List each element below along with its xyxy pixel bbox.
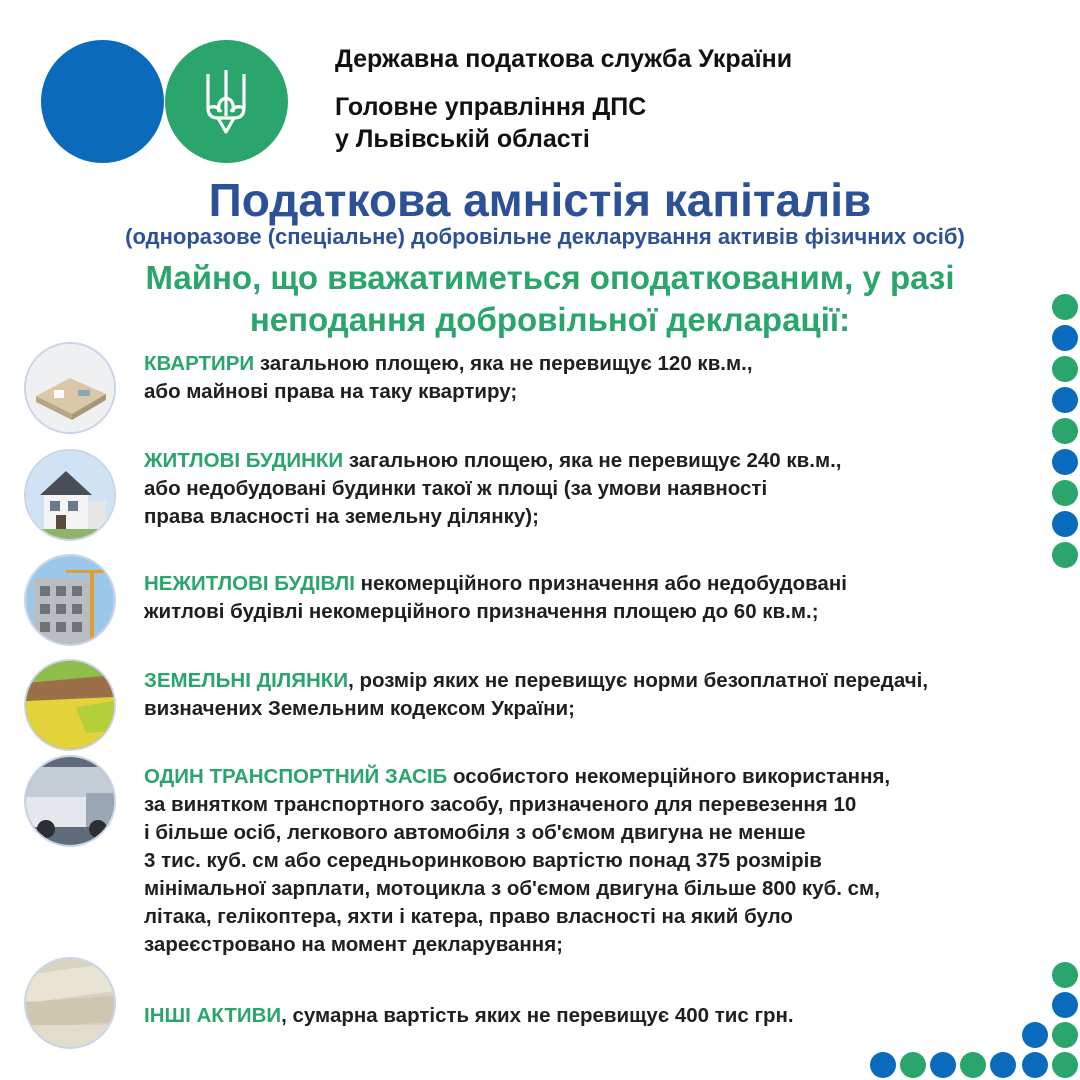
dot xyxy=(1052,992,1078,1018)
item-text-part: загальною площею, яка не перевищує 240 кв.м., xyxy=(343,449,842,472)
dot xyxy=(1052,511,1078,537)
money-icon xyxy=(24,957,116,1049)
section-title-line-2: неподання добровільної декларації: xyxy=(249,301,851,338)
building-icon xyxy=(24,554,116,646)
apartment-icon xyxy=(24,342,116,434)
dot xyxy=(870,1052,896,1078)
item-line: зареєстровано на момент декларування; xyxy=(144,933,563,956)
dot xyxy=(1052,325,1078,351)
department-line-1: Головне управління ДПС xyxy=(335,93,647,121)
item-keyword: ІНШІ АКТИВИ xyxy=(144,1004,282,1027)
item-line: визначених Земельним кодексом України; xyxy=(144,697,575,720)
item-text-part: , розмір яких не перевищує норми безоплатної передачі, xyxy=(348,669,929,692)
page-subtitle: (одноразове (спеціальне) добровільне декларування активів фізичних осіб) xyxy=(125,224,965,249)
house-icon xyxy=(24,449,116,541)
item-line: або недобудовані будинки такої ж площі (за умови наявності xyxy=(144,477,768,500)
item-line xyxy=(144,350,753,378)
item-text-part: , сумарна вартість яких не перевищує 400 тис грн. xyxy=(281,1004,794,1027)
item-line: літака, гелікоптера, яхти і катера, право власності на який було xyxy=(144,905,793,928)
item-line: права власності на земельну ділянку); xyxy=(144,505,539,528)
section-title xyxy=(0,257,1080,341)
dot xyxy=(1052,294,1078,320)
dot xyxy=(1052,962,1078,988)
dot xyxy=(900,1052,926,1078)
item-apartments xyxy=(144,350,753,406)
item-line xyxy=(144,447,842,475)
item-line: мінімальної зарплати, мотоцикла з об'ємом двигуна більше 800 куб. см, xyxy=(144,877,880,900)
dot xyxy=(990,1052,1016,1078)
item-text-part: особистого некомерційного використання, xyxy=(447,765,891,788)
dot xyxy=(960,1052,986,1078)
item-houses xyxy=(144,447,842,531)
land-icon xyxy=(24,659,116,751)
department-line-2: у Львівській області xyxy=(335,125,590,153)
item-land-plots xyxy=(144,667,928,723)
logo-green-circle xyxy=(165,40,288,163)
item-keyword: ЗЕМЕЛЬНІ ДІЛЯНКИ xyxy=(144,669,349,692)
dot xyxy=(1052,1052,1078,1078)
item-keyword: НЕЖИТЛОВІ БУДІВЛІ xyxy=(144,572,355,595)
car-icon xyxy=(24,755,116,847)
item-line: за винятком транспортного засобу, призначеного для перевезення 10 xyxy=(144,793,857,816)
dot xyxy=(1052,542,1078,568)
item-line: житлові будівлі некомерційного призначення площею до 60 кв.м.; xyxy=(144,600,819,623)
logo-blue-circle xyxy=(41,40,164,163)
dot xyxy=(930,1052,956,1078)
item-vehicle xyxy=(144,763,890,959)
page-title: Податкова амністія капіталів xyxy=(208,174,872,226)
item-keyword: ОДИН ТРАНСПОРТНИЙ ЗАСІБ xyxy=(144,765,448,788)
dot xyxy=(1022,1022,1048,1048)
item-line: і більше осіб, легкового автомобіля з об'ємом двигуна не менше xyxy=(144,821,806,844)
item-nonresidential-buildings xyxy=(144,570,847,626)
item-keyword: КВАРТИРИ xyxy=(144,352,255,375)
item-line xyxy=(144,570,847,598)
trident-icon xyxy=(203,68,249,134)
dot xyxy=(1052,356,1078,382)
dot xyxy=(1022,1052,1048,1078)
section-title-line-1: Майно, що вважатиметься оподаткованим, у разі xyxy=(145,259,955,296)
dot xyxy=(1052,480,1078,506)
item-text-part: загальною площею, яка не перевищує 120 кв.м., xyxy=(254,352,753,375)
item-line xyxy=(144,667,928,695)
dot xyxy=(1052,1022,1078,1048)
item-line xyxy=(144,763,890,791)
department-name xyxy=(335,91,835,155)
dot xyxy=(1052,449,1078,475)
org-name: Державна податкова служба України xyxy=(335,45,793,73)
item-text-part: некомерційного призначення або недобудовані xyxy=(354,572,847,595)
item-line: або майнові права на таку квартиру; xyxy=(144,380,518,403)
item-line: 3 тис. куб. см або середньоринковою вартістю понад 375 розмірів xyxy=(144,849,822,872)
dot xyxy=(1052,387,1078,413)
item-other-assets xyxy=(144,1002,794,1030)
item-line xyxy=(144,1002,794,1030)
dot xyxy=(1052,418,1078,444)
item-keyword: ЖИТЛОВІ БУДИНКИ xyxy=(144,449,344,472)
